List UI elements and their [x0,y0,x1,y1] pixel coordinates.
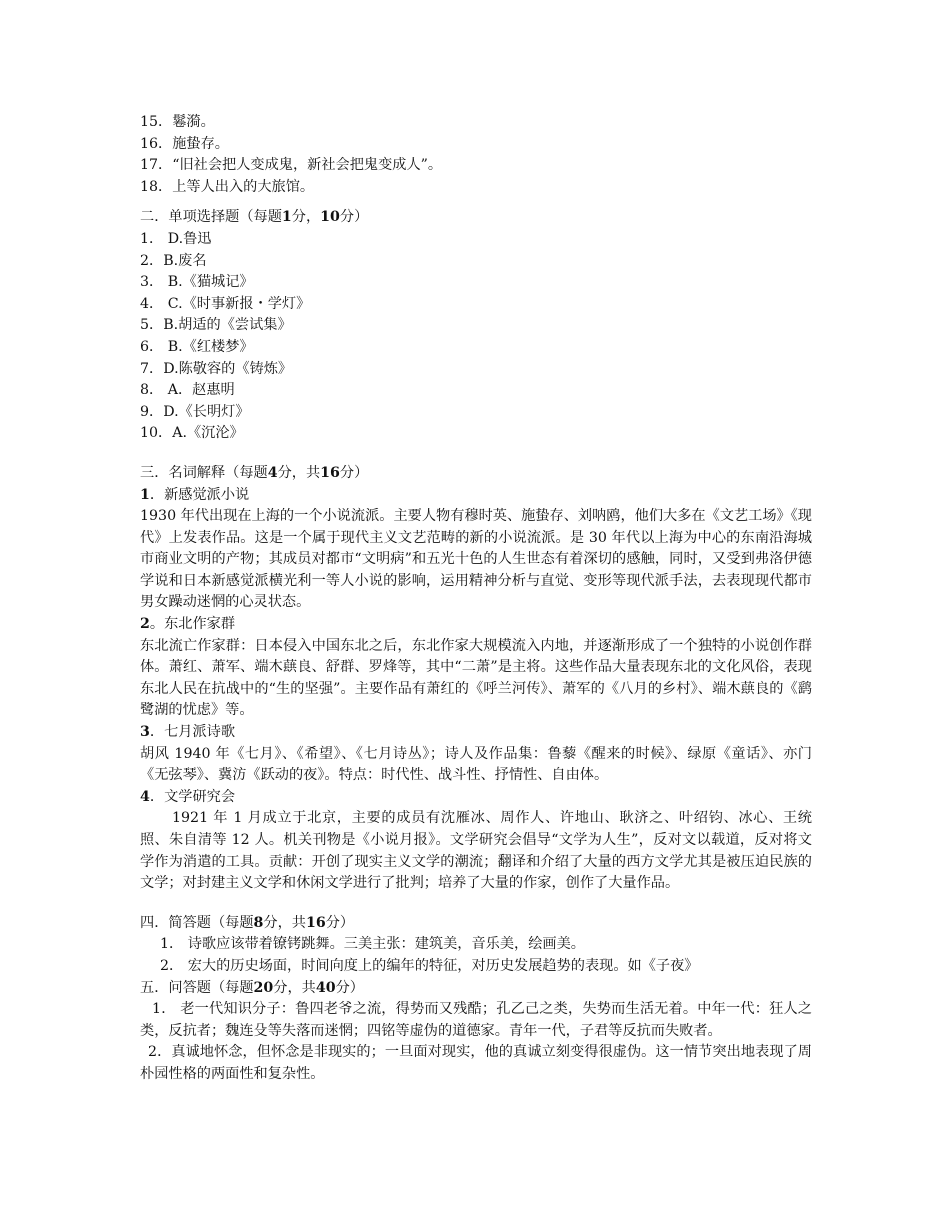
short-answer-2: 2． 宏大的历史场面，时间向度上的编年的特征，对历史发展趋势的表现。如《子夜》 [160,957,699,974]
answer-15: 15．鬈漪。 [140,114,215,130]
term-body: 胡风 1940 年《七月》、《希望》、《七月诗丛》；诗人及作品集：鲁藜《醒来的时候》、绿原《童话》、亦门《无弦琴》、冀汸《跃动的夜》。特点：时代性、战斗性、抒情性、自由体。 [140,745,812,784]
choice-answer: 7．D.陈敬容的《铸炼》 [140,360,293,377]
essay-answer-2: 2．真诚地怀念，但怀念是非现实的；一旦面对现实，他的真诚立刻变得很虚伪。这一情节突出地表现了周朴园性格的两面性和复杂性。 [140,1044,812,1082]
essay-answer-1: 1． 老一代知识分子：鲁四老爷之流，得势而又残酷；孔乙己之类，失势而生活无着。中年一代：狂人之类，反抗者；魏连殳等失落而迷惘；四铭等虚伪的道德家。青年一代，子君等反抗而失败者。 [140,1001,812,1039]
answer-key-page [140,112,812,1086]
term-title: 3．七月派诗歌 [140,724,236,741]
choice-answer: 9．D.《长明灯》 [140,403,250,420]
fill-blank-answers [140,112,812,198]
answer-17: 17．“旧社会把人变成鬼，新社会把鬼变成人”。 [140,157,443,174]
term-body: 1930 年代出现在上海的一个小说流派。主要人物有穆时英、施蛰存、刘呐鸥，他们大多在《文艺工场》《现代》上发表作品。这是一个属于现代主义文艺范畴的新的小说流派。是 30 年代以上海为中心的东南沿海城市商业文明的产物；其成员对都市“文明病”和五光十色的人生世态有着深切的感触，同时，又受到弗洛伊德学说和日本新感觉派横光利一等人小说的影响，运用精神分析与直觉、变形等现代派手法，去表现现代都市男女躁动迷惘的心灵状态。 [140,508,812,611]
choice-answer: 4． C.《时事新报・学灯》 [140,295,311,312]
choice-answer: 5．B.胡适的《尝试集》 [140,317,292,334]
choice-answer: 1． D.鲁迅 [140,230,212,247]
answer-18: 18．上等人出入的大旅馆。 [140,178,315,195]
answer-16: 16．施蛰存。 [140,135,229,152]
choice-answer: 8． A．赵惠明 [140,382,235,399]
section-heading: 三．名词解释（每题4分，共16分） [140,464,369,481]
section-heading: 二．单项选择题（每题1分，10分） [140,209,369,226]
section-essay [140,978,812,1086]
term-body: 1921 年 1 月成立于北京，主要的成员有沈雁冰、周作人、许地山、耿济之、叶绍钧、冰心、王统照、朱自清等 12 人。机关刊物是《小说月报》。文学研究会倡导“文学为人生”，反对文以载道，反对将文学作为消遣的工具。贡献：开创了现实主义文学的潮流；翻译和介绍了大量的西方文学尤其是被压迫民族的文学；对封建主义文学和休闲文学进行了批判；培养了大量的作家，创作了大量作品。 [140,810,812,892]
choice-answer: 2．B.废名 [140,252,207,269]
term-body: 东北流亡作家群：日本侵入中国东北之后，东北作家大规模流入内地，并逐渐形成了一个独特的小说创作群体。萧红、萧军、端木蕻良、舒群、罗烽等，其中“二萧”是主将。这些作品大量表现东北的文化风俗，表现东北人民在抗战中的“生的坚强”。主要作品有萧红的《呼兰河传》、萧军的《八月的乡村》、端木蕻良的《鹞鹭湖的忧虑》等。 [140,637,812,719]
section-heading: 五．问答题（每题20分，共40分） [140,979,364,996]
section-term-explanation [140,463,812,895]
term-title: 4．文学研究会 [140,788,236,805]
section-heading: 四．简答题（每题8分，共16分） [140,914,355,931]
choice-answer: 3． B.《猫城记》 [140,274,254,291]
section-multiple-choice [140,207,812,445]
section-short-answer [140,913,812,978]
short-answer-1: 1． 诗歌应该带着镣铐跳舞。三美主张：建筑美，音乐美，绘画美。 [160,936,585,953]
term-title: 1．新感觉派小说 [140,486,250,503]
term-title: 2。东北作家群 [140,616,236,633]
choice-answer: 6． B.《红楼梦》 [140,338,254,355]
choice-answer: 10．A.《沉沦》 [140,425,244,442]
